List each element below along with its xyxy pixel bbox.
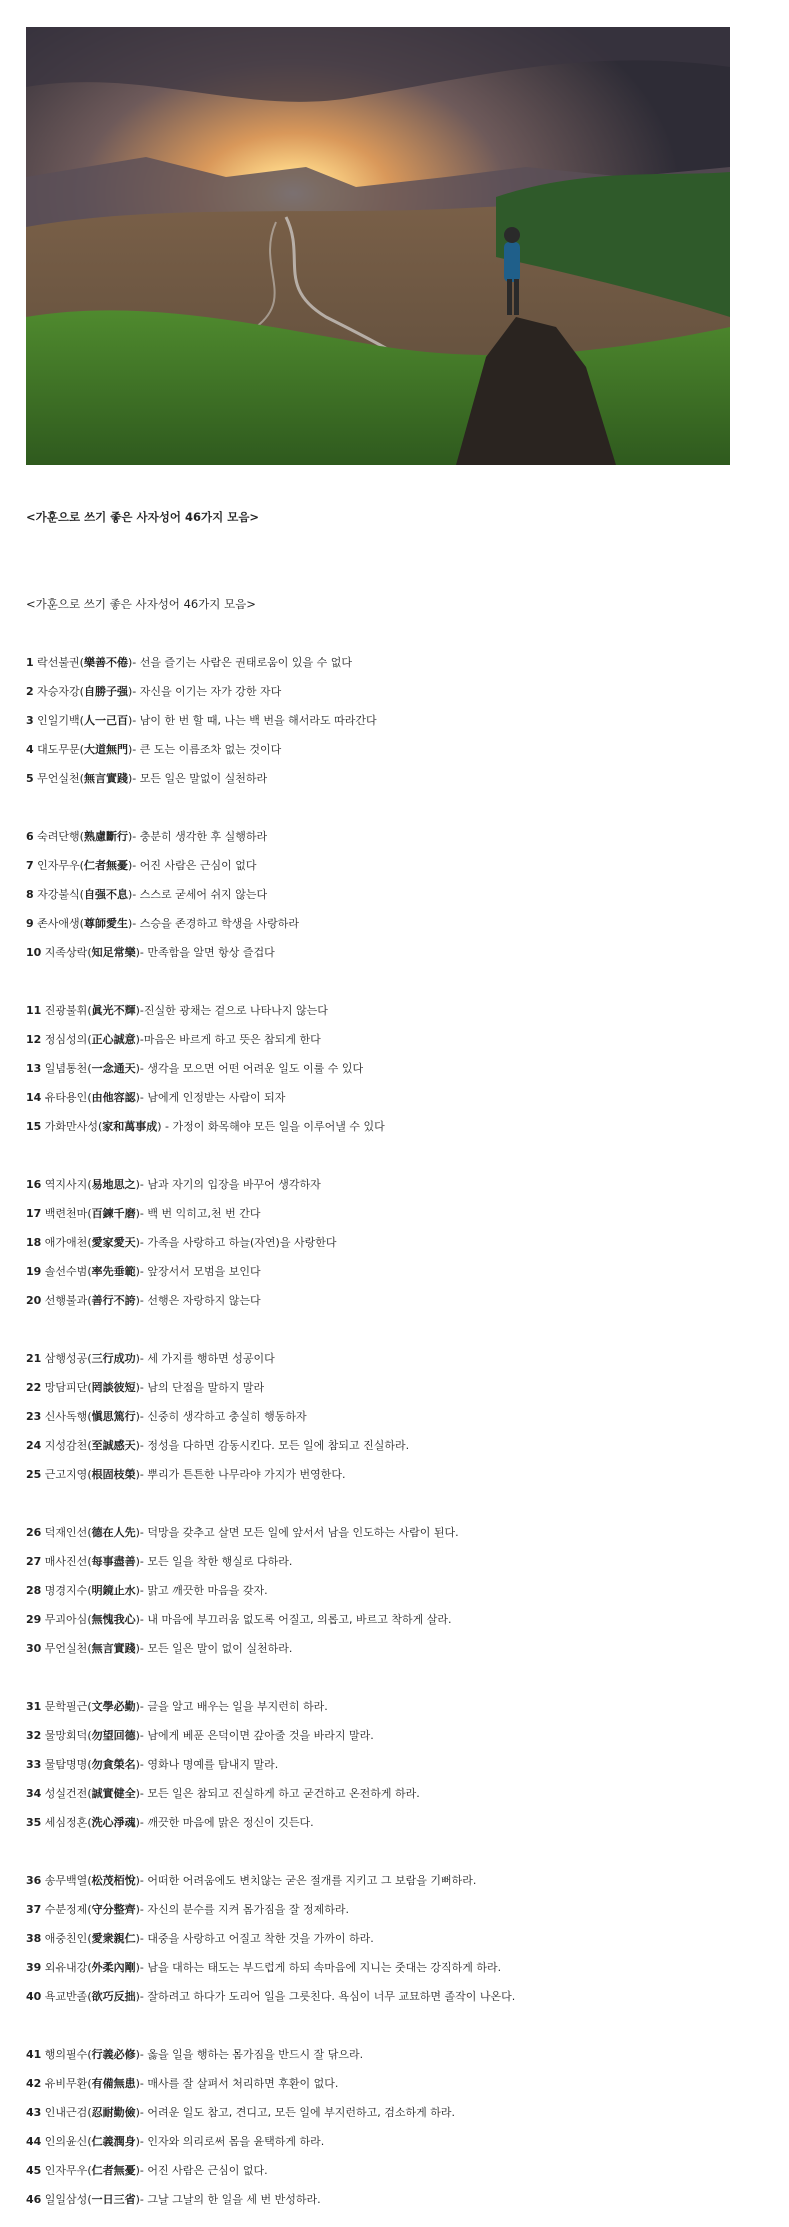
idiom-hanja: 樂善不倦 [83,656,128,669]
idiom-description: )- 영화나 명예를 탐내지 말라. [135,1758,279,1771]
idiom-item [26,706,766,735]
idiom-description: )- 남과 자기의 입장을 바꾸어 생각하자 [135,1178,321,1191]
idiom-item [26,1576,766,1605]
idiom-item [26,1112,766,1141]
idiom-item [26,1257,766,1286]
idiom-item [26,909,766,938]
idiom-description: )- 모든 일은 말이 없이 실천하라. [135,1642,293,1655]
idiom-item [26,851,766,880]
idiom-description: )- 생각을 모으면 어떤 어려운 일도 이룰 수 있다 [135,1062,364,1075]
idiom-number: 36 [26,1874,42,1887]
idiom-hanja: 愼思篤行 [91,1410,136,1423]
idiom-hanja: 自强不息 [83,888,128,901]
idiom-name: 역지사지( [41,1178,92,1191]
idiom-description: )- 매사를 잘 살펴서 처리하면 후환이 없다. [135,2077,339,2090]
idiom-description: )- 선을 즐기는 사람은 권태로움이 있을 수 없다 [127,656,352,669]
group-spacer [26,1489,766,1518]
spacer [26,532,766,561]
idiom-hanja: 無言實踐 [83,772,128,785]
idiom-name: 애중친인( [41,1932,92,1945]
idiom-item [26,1460,766,1489]
idiom-description: )- 맑고 깨끗한 마음을 갖자. [135,1584,268,1597]
idiom-item [26,1895,766,1924]
mountain-landscape-photo-icon [26,27,730,465]
idiom-description: )- 인자와 의리로써 몸을 윤택하게 하라. [135,2135,325,2148]
idiom-number: 44 [26,2135,42,2148]
idiom-description: )- 큰 도는 이름조차 없는 것이다 [127,743,282,756]
idiom-hanja: 熟慮斷行 [83,830,128,843]
idiom-item [26,2185,766,2214]
idiom-name: 존사애생( [33,917,84,930]
idiom-list [26,648,766,2214]
idiom-hanja: 正心誠意 [91,1033,136,1046]
idiom-item [26,1170,766,1199]
idiom-name: 명경지수( [41,1584,92,1597]
idiom-name: 송무백열( [41,1874,92,1887]
idiom-hanja: 忍耐勤儉 [91,2106,136,2119]
idiom-number: 39 [26,1961,42,1974]
idiom-hanja: 有備無患 [91,2077,136,2090]
idiom-description: )- 어진 사람은 근심이 없다 [127,859,257,872]
idiom-name: 망담피단( [41,1381,92,1394]
idiom-number: 45 [26,2164,42,2177]
idiom-name: 무언실천( [33,772,84,785]
spacer [26,619,766,648]
idiom-description: )- 내 마음에 부끄러움 없도록 어질고, 의롭고, 바르고 착하게 살라. [135,1613,452,1626]
idiom-number: 32 [26,1729,42,1742]
idiom-item [26,1779,766,1808]
idiom-hanja: 根固枝榮 [91,1468,136,1481]
idiom-number: 1 [26,656,34,669]
idiom-item [26,1605,766,1634]
idiom-number: 12 [26,1033,42,1046]
idiom-item [26,1054,766,1083]
group-spacer [26,1315,766,1344]
idiom-description: )- 남에게 베푼 은덕이면 갚아줄 것을 바라지 말라. [135,1729,374,1742]
idiom-name: 숙려단행( [33,830,84,843]
idiom-name: 문학필근( [41,1700,92,1713]
idiom-number: 31 [26,1700,42,1713]
idiom-item [26,648,766,677]
idiom-item [26,996,766,1025]
idiom-number: 14 [26,1091,42,1104]
group-spacer [26,967,766,996]
idiom-hanja: 善行不誇 [91,1294,136,1307]
idiom-number: 3 [26,714,34,727]
idiom-description: )- 모든 일은 말없이 실천하라 [127,772,268,785]
idiom-hanja: 知足常樂 [91,946,136,959]
hero-image [26,27,730,465]
idiom-item [26,1228,766,1257]
idiom-description: )- 대중을 사랑하고 어질고 착한 것을 가까이 하라. [135,1932,374,1945]
idiom-hanja: 一日三省 [91,2193,136,2206]
idiom-name: 일일삼성( [41,2193,92,2206]
idiom-name: 지성감천( [41,1439,92,1452]
idiom-number: 8 [26,888,34,901]
idiom-item [26,1808,766,1837]
idiom-number: 42 [26,2077,42,2090]
idiom-item [26,938,766,967]
article-title: <가훈으로 쓰기 좋은 사자성어 46가지 모음> [26,510,260,524]
idiom-name: 삼행성공( [41,1352,92,1365]
idiom-number: 46 [26,2193,42,2206]
idiom-number: 37 [26,1903,42,1916]
idiom-hanja: 洗心淨魂 [91,1816,136,1829]
idiom-number: 16 [26,1178,42,1191]
idiom-item [26,1402,766,1431]
idiom-description: )- 깨끗한 마음에 맑은 정신이 깃든다. [135,1816,314,1829]
idiom-hanja: 愛衆親仁 [91,1932,136,1945]
idiom-hanja: 勿貪榮名 [91,1758,136,1771]
idiom-description: )-마음은 바르게 하고 뜻은 참되게 한다 [135,1033,321,1046]
idiom-description: )- 앞장서서 모범을 보인다 [135,1265,261,1278]
idiom-hanja: 仁義潤身 [91,2135,136,2148]
idiom-number: 25 [26,1468,42,1481]
idiom-number: 6 [26,830,34,843]
idiom-number: 23 [26,1410,42,1423]
idiom-name: 무괴아심( [41,1613,92,1626]
idiom-description: )- 정성을 다하면 감동시킨다. 모든 일에 참되고 진실하라. [135,1439,410,1452]
idiom-description: )- 남의 단점을 말하지 말라 [135,1381,265,1394]
idiom-hanja: 大道無門 [83,743,128,756]
idiom-item [26,2127,766,2156]
idiom-item [26,1083,766,1112]
idiom-description: )- 모든 일을 착한 행실로 다하라. [135,1555,293,1568]
idiom-description: )- 세 가지를 행하면 성공이다 [135,1352,275,1365]
idiom-hanja: 罔談彼短 [91,1381,136,1394]
idiom-name: 인내근검( [41,2106,92,2119]
idiom-item [26,1286,766,1315]
idiom-item [26,1634,766,1663]
idiom-name: 진광불휘( [41,1004,92,1017]
idiom-number: 13 [26,1062,42,1075]
group-spacer [26,793,766,822]
idiom-description: )- 충분히 생각한 후 실행하라 [127,830,268,843]
idiom-item [26,1344,766,1373]
idiom-item [26,735,766,764]
idiom-name: 선행불과( [41,1294,92,1307]
idiom-hanja: 人一己百 [83,714,128,727]
idiom-name: 정심성의( [41,1033,92,1046]
idiom-name: 매사진선( [41,1555,92,1568]
idiom-name: 세심정혼( [41,1816,92,1829]
idiom-hanja: 易地思之 [91,1178,136,1191]
idiom-hanja: 松茂栢悅 [91,1874,136,1887]
idiom-hanja: 勿望回德 [91,1729,136,1742]
idiom-hanja: 明鏡止水 [91,1584,136,1597]
idiom-hanja: 尊師愛生 [83,917,128,930]
idiom-number: 20 [26,1294,42,1307]
idiom-item [26,1692,766,1721]
idiom-number: 28 [26,1584,42,1597]
idiom-number: 22 [26,1381,42,1394]
idiom-name: 신사독행( [41,1410,92,1423]
idiom-item [26,1025,766,1054]
idiom-number: 17 [26,1207,42,1220]
idiom-name: 인자무우( [33,859,84,872]
idiom-name: 물망회덕( [41,1729,92,1742]
idiom-description: )- 남을 대하는 태도는 부드럽게 하되 속마음에 지니는 줏대는 강직하게 하라. [135,1961,502,1974]
idiom-item [26,1518,766,1547]
idiom-name: 근고지영( [41,1468,92,1481]
idiom-name: 가화만사성( [41,1120,103,1133]
idiom-number: 11 [26,1004,42,1017]
idiom-number: 33 [26,1758,42,1771]
idiom-item [26,2098,766,2127]
idiom-hanja: 百鍊千磨 [91,1207,136,1220]
idiom-name: 욕교반졸( [41,1990,92,2003]
idiom-description: )- 남에게 인정받는 사람이 되자 [135,1091,286,1104]
idiom-number: 4 [26,743,34,756]
idiom-number: 29 [26,1613,42,1626]
idiom-number: 5 [26,772,34,785]
idiom-description: )- 스스로 굳세어 쉬지 않는다 [127,888,268,901]
idiom-description: )- 선행은 자랑하지 않는다 [135,1294,261,1307]
idiom-hanja: 由他容認 [91,1091,136,1104]
idiom-description: )- 어떠한 어려움에도 변치않는 굳은 절개를 지키고 그 보람을 기뻐하라. [135,1874,477,1887]
idiom-name: 일념통천( [41,1062,92,1075]
idiom-description: )- 만족함을 알면 항상 즐겁다 [135,946,275,959]
idiom-name: 솔선수범( [41,1265,92,1278]
idiom-item [26,1750,766,1779]
idiom-hanja: 愛家愛天 [91,1236,136,1249]
idiom-number: 18 [26,1236,42,1249]
idiom-hanja: 眞光不輝 [91,1004,136,1017]
idiom-name: 락선불권( [33,656,84,669]
idiom-number: 38 [26,1932,42,1945]
idiom-description: )- 옳을 일을 행하는 몸가짐을 반드시 잘 닦으라. [135,2048,364,2061]
idiom-name: 자승자강( [33,685,84,698]
idiom-description: )- 신중히 생각하고 충실히 행동하자 [135,1410,307,1423]
idiom-hanja: 無言實踐 [91,1642,136,1655]
idiom-description: )- 백 번 익히고,천 번 간다 [135,1207,261,1220]
idiom-name: 무언실천( [41,1642,92,1655]
idiom-hanja: 外柔內剛 [91,1961,136,1974]
group-spacer [26,1141,766,1170]
idiom-item [26,1953,766,1982]
idiom-name: 백련천마( [41,1207,92,1220]
idiom-name: 인일기백( [33,714,84,727]
idiom-description: )- 뿌리가 튼튼한 나무라야 가지가 번영한다. [135,1468,346,1481]
idiom-description: )- 덕망을 갖추고 살면 모든 일에 앞서서 남을 인도하는 사람이 된다. [135,1526,459,1539]
idiom-description: )- 어려운 일도 참고, 견디고, 모든 일에 부지런하고, 검소하게 하라. [135,2106,455,2119]
idiom-hanja: 誠實健全 [91,1787,136,1800]
idiom-name: 행의필수( [41,2048,92,2061]
idiom-item [26,1199,766,1228]
spacer [26,561,766,590]
idiom-item [26,1982,766,2011]
idiom-hanja: 家和萬事成 [102,1120,158,1133]
idiom-hanja: 行義必修 [91,2048,136,2061]
idiom-description: )- 가족을 사랑하고 하늘(자연)을 사랑한다 [135,1236,337,1249]
idiom-hanja: 仁者無憂 [91,2164,136,2177]
idiom-name: 외유내강( [41,1961,92,1974]
idiom-name: 성실건전( [41,1787,92,1800]
idiom-number: 10 [26,946,42,959]
idiom-item [26,764,766,793]
idiom-name: 유타용인( [41,1091,92,1104]
group-spacer [26,1663,766,1692]
idiom-name: 애가애천( [41,1236,92,1249]
idiom-hanja: 率先垂範 [91,1265,136,1278]
idiom-name: 지족상락( [41,946,92,959]
idiom-number: 40 [26,1990,42,2003]
idiom-description: )-진실한 광채는 겉으로 나타나지 않는다 [135,1004,328,1017]
group-spacer [26,1837,766,1866]
idiom-number: 24 [26,1439,42,1452]
idiom-item [26,822,766,851]
idiom-number: 19 [26,1265,42,1278]
idiom-number: 9 [26,917,34,930]
idiom-hanja: 文學必勤 [91,1700,136,1713]
article-body [26,503,766,2214]
idiom-description: )- 자신을 이기는 자가 강한 자다 [127,685,282,698]
idiom-item [26,1431,766,1460]
idiom-number: 15 [26,1120,42,1133]
idiom-description: )- 스승을 존경하고 학생을 사랑하라 [127,917,299,930]
idiom-number: 35 [26,1816,42,1829]
idiom-name: 물탐명명( [41,1758,92,1771]
idiom-hanja: 一念通天 [91,1062,136,1075]
idiom-number: 7 [26,859,34,872]
idiom-hanja: 自勝子强 [83,685,128,698]
idiom-hanja: 欲巧反拙 [91,1990,136,2003]
idiom-number: 26 [26,1526,42,1539]
idiom-item [26,2156,766,2185]
idiom-item [26,1721,766,1750]
idiom-hanja: 每事盡善 [91,1555,136,1568]
idiom-number: 2 [26,685,34,698]
idiom-name: 대도무문( [33,743,84,756]
idiom-item [26,1924,766,1953]
idiom-name: 인의윤신( [41,2135,92,2148]
idiom-description: )- 어진 사람은 근심이 없다. [135,2164,268,2177]
idiom-item [26,2069,766,2098]
idiom-name: 수분정제( [41,1903,92,1916]
idiom-number: 43 [26,2106,42,2119]
idiom-number: 27 [26,1555,42,1568]
article-subtitle: <가훈으로 쓰기 좋은 사자성어 46가지 모음> [26,597,256,611]
idiom-description: )- 글을 알고 배우는 일을 부지런히 하라. [135,1700,328,1713]
idiom-description: )- 잘하려고 하다가 도리어 일을 그릇친다. 욕심이 너무 교묘하면 졸작이 나온다. [135,1990,516,2003]
idiom-item [26,1547,766,1576]
idiom-hanja: 三行成功 [91,1352,136,1365]
idiom-item [26,2040,766,2069]
idiom-hanja: 無愧我心 [91,1613,136,1626]
idiom-description: )- 모든 일은 참되고 진실하게 하고 굳건하고 온전하게 하라. [135,1787,420,1800]
idiom-number: 34 [26,1787,42,1800]
idiom-hanja: 至誠感天 [91,1439,136,1452]
idiom-number: 41 [26,2048,42,2061]
group-spacer [26,2011,766,2040]
idiom-number: 30 [26,1642,42,1655]
idiom-hanja: 仁者無憂 [83,859,128,872]
idiom-name: 인자무우( [41,2164,92,2177]
idiom-number: 21 [26,1352,42,1365]
idiom-hanja: 守分整齊 [91,1903,136,1916]
idiom-description: )- 자신의 분수를 지켜 몸가짐을 잘 정제하라. [135,1903,349,1916]
idiom-hanja: 德在人先 [91,1526,136,1539]
idiom-name: 자강불식( [33,888,84,901]
idiom-item [26,880,766,909]
idiom-item [26,1373,766,1402]
idiom-name: 덕재인선( [41,1526,92,1539]
idiom-item [26,1866,551,1895]
idiom-description: )- 남이 한 번 할 때, 나는 백 번을 해서라도 따라간다 [127,714,377,727]
idiom-item [26,677,766,706]
idiom-name: 유비무환( [41,2077,92,2090]
idiom-description: )- 그날 그날의 한 일을 세 번 반성하라. [135,2193,321,2206]
idiom-description: ) - 가정이 화목해야 모든 일을 이루어낼 수 있다 [157,1120,385,1133]
